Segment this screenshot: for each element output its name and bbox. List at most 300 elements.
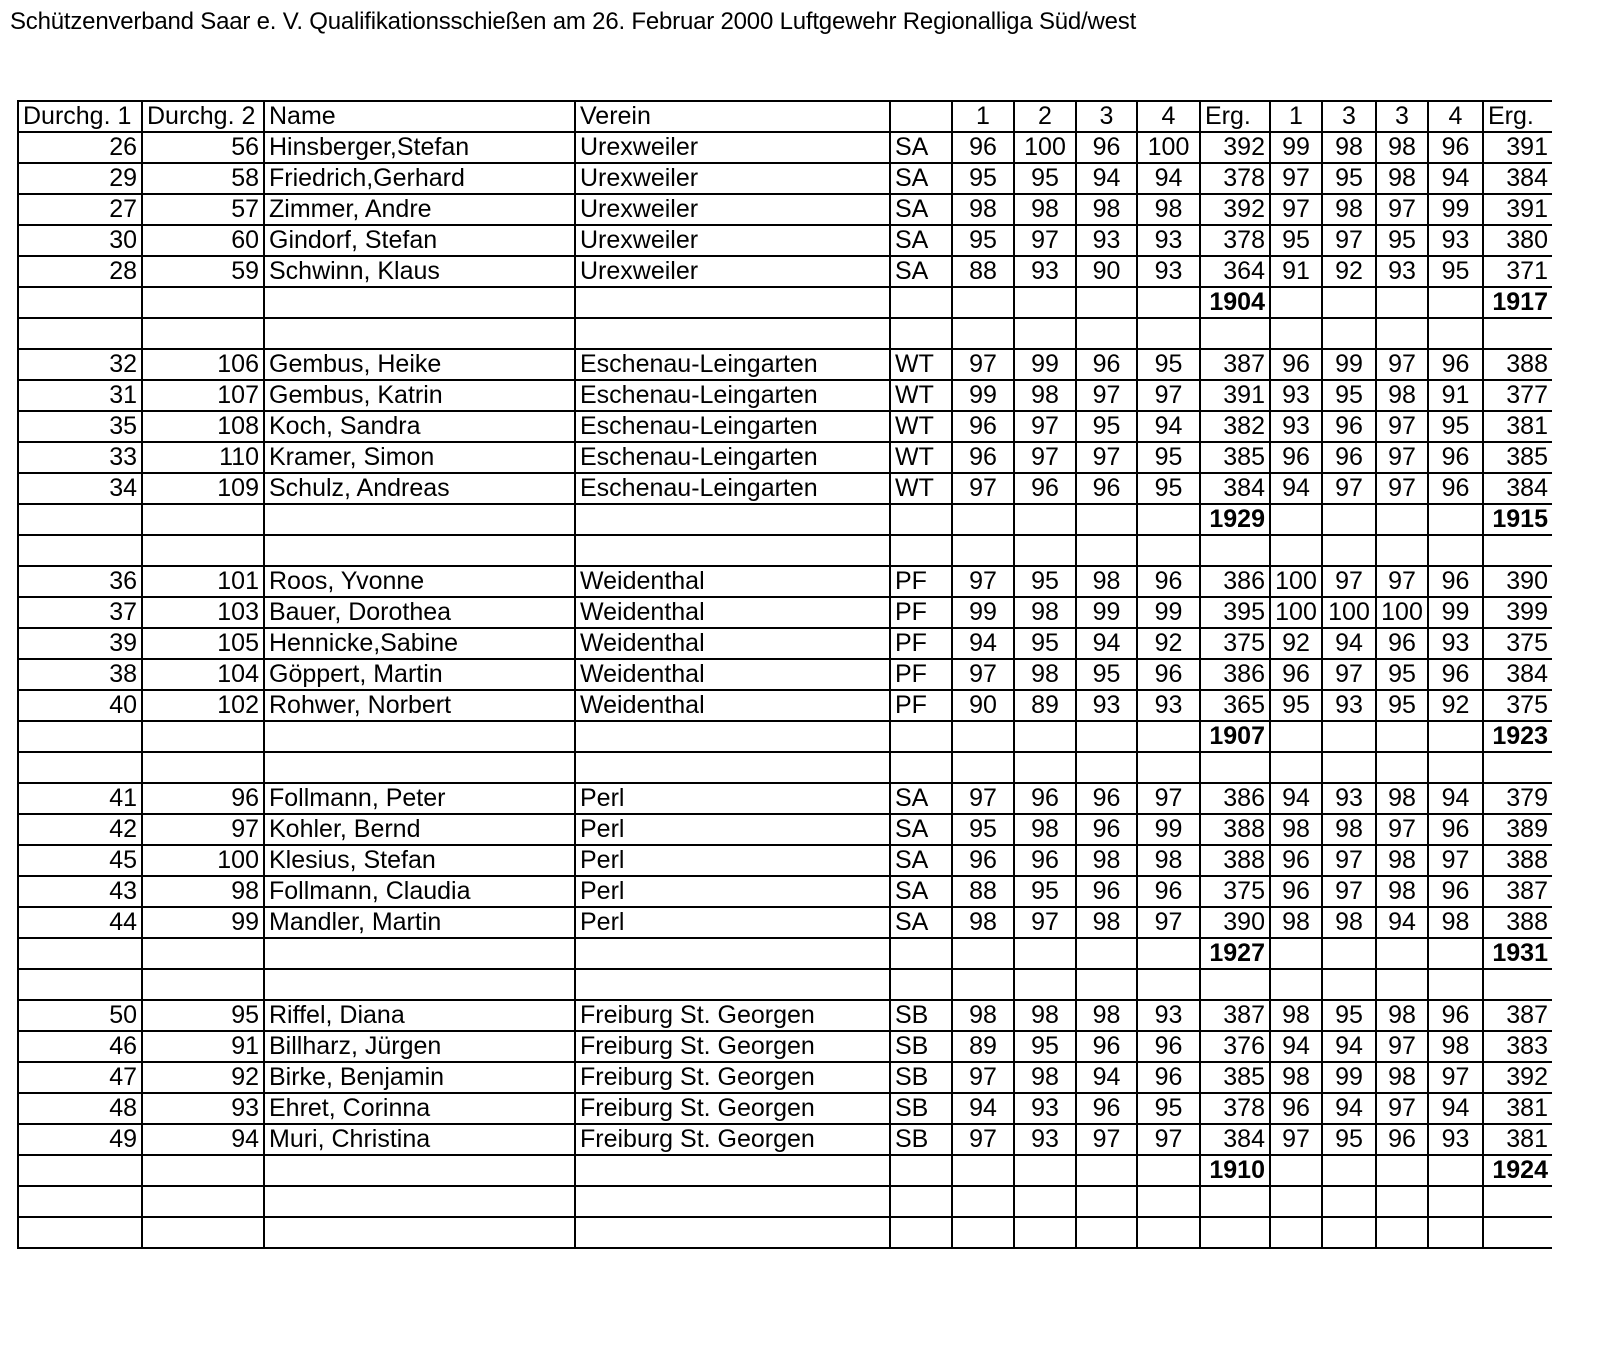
empty-cell: [952, 535, 1014, 566]
ergebnis-2-cell: 388: [1483, 907, 1552, 938]
serie-2-3-cell: 95: [1376, 659, 1428, 690]
serie-2-4-cell: 97: [1428, 1062, 1483, 1093]
serie-2-1-cell: 98: [1270, 814, 1322, 845]
verein-cell: Perl: [575, 876, 890, 907]
ergebnis-2-cell: 384: [1483, 473, 1552, 504]
ergebnis-1-cell: 375: [1200, 628, 1270, 659]
serie-1-3-cell: 96: [1076, 1031, 1137, 1062]
empty-cell: [18, 721, 142, 752]
durchgang-2-cell: 91: [142, 1031, 264, 1062]
column-header-serie-2-4: 4: [1428, 101, 1483, 132]
serie-2-1-cell: 94: [1270, 1031, 1322, 1062]
ergebnis-1-cell: 392: [1200, 194, 1270, 225]
serie-1-1-cell: 95: [952, 814, 1014, 845]
ergebnis-2-cell: 375: [1483, 690, 1552, 721]
empty-cell: [575, 504, 890, 535]
serie-1-1-cell: 97: [952, 566, 1014, 597]
verein-cell: Urexweiler: [575, 194, 890, 225]
verband-cell: SB: [890, 1031, 952, 1062]
verband-cell: SA: [890, 845, 952, 876]
serie-1-1-cell: 95: [952, 163, 1014, 194]
ergebnis-1-cell: 391: [1200, 380, 1270, 411]
empty-cell: [1428, 752, 1483, 783]
ergebnis-1-cell: 395: [1200, 597, 1270, 628]
empty-cell: [952, 1186, 1014, 1217]
empty-cell: [142, 287, 264, 318]
shooter-row: [18, 659, 1552, 690]
empty-cell: [890, 969, 952, 1000]
verband-cell: SA: [890, 194, 952, 225]
empty-cell: [952, 1155, 1014, 1186]
ergebnis-2-cell: 375: [1483, 628, 1552, 659]
column-header-durchgang-2: Durchg. 2: [142, 101, 264, 132]
empty-cell: [1483, 318, 1552, 349]
verband-cell: WT: [890, 411, 952, 442]
empty-cell: [142, 1217, 264, 1248]
serie-1-4-cell: 95: [1137, 473, 1200, 504]
durchgang-1-cell: 38: [18, 659, 142, 690]
durchgang-1-cell: 37: [18, 597, 142, 628]
column-header-name: Name: [264, 101, 575, 132]
serie-2-3-cell: 98: [1376, 1062, 1428, 1093]
serie-1-1-cell: 94: [952, 628, 1014, 659]
serie-2-1-cell: 96: [1270, 442, 1322, 473]
serie-2-4-cell: 92: [1428, 690, 1483, 721]
serie-2-2-cell: 96: [1322, 411, 1376, 442]
empty-cell: [1483, 1217, 1552, 1248]
serie-1-3-cell: 96: [1076, 132, 1137, 163]
empty-cell: [952, 504, 1014, 535]
durchgang-2-cell: 60: [142, 225, 264, 256]
empty-cell: [575, 969, 890, 1000]
durchgang-1-cell: 43: [18, 876, 142, 907]
serie-2-2-cell: 93: [1322, 690, 1376, 721]
empty-cell: [575, 1155, 890, 1186]
team-total-1: 1929: [1200, 504, 1270, 535]
serie-1-2-cell: 95: [1014, 876, 1076, 907]
serie-1-3-cell: 97: [1076, 1124, 1137, 1155]
empty-cell: [1270, 1217, 1322, 1248]
serie-2-4-cell: 94: [1428, 783, 1483, 814]
serie-1-3-cell: 94: [1076, 1062, 1137, 1093]
verband-cell: SA: [890, 783, 952, 814]
empty-cell: [1137, 1217, 1200, 1248]
empty-cell: [264, 318, 575, 349]
serie-1-2-cell: 95: [1014, 628, 1076, 659]
serie-1-4-cell: 96: [1137, 566, 1200, 597]
serie-2-4-cell: 94: [1428, 1093, 1483, 1124]
serie-2-3-cell: 97: [1376, 566, 1428, 597]
empty-cell: [1137, 721, 1200, 752]
serie-1-1-cell: 94: [952, 1093, 1014, 1124]
verband-cell: WT: [890, 473, 952, 504]
serie-1-4-cell: 94: [1137, 411, 1200, 442]
name-cell: Follmann, Peter: [264, 783, 575, 814]
serie-2-4-cell: 95: [1428, 256, 1483, 287]
empty-cell: [1322, 1155, 1376, 1186]
ergebnis-2-cell: 389: [1483, 814, 1552, 845]
name-cell: Schulz, Andreas: [264, 473, 575, 504]
empty-cell: [1076, 504, 1137, 535]
serie-2-1-cell: 97: [1270, 163, 1322, 194]
serie-1-4-cell: 94: [1137, 163, 1200, 194]
serie-1-2-cell: 97: [1014, 411, 1076, 442]
durchgang-1-cell: 48: [18, 1093, 142, 1124]
serie-2-1-cell: 92: [1270, 628, 1322, 659]
spacer-row: [18, 318, 1552, 349]
empty-cell: [1322, 752, 1376, 783]
serie-2-3-cell: 95: [1376, 690, 1428, 721]
serie-1-2-cell: 96: [1014, 473, 1076, 504]
serie-1-1-cell: 96: [952, 411, 1014, 442]
column-header-durchgang-1: Durchg. 1: [18, 101, 142, 132]
serie-2-4-cell: 96: [1428, 132, 1483, 163]
serie-2-3-cell: 97: [1376, 1031, 1428, 1062]
verband-cell: SB: [890, 1093, 952, 1124]
spacer-row: [18, 1186, 1552, 1217]
durchgang-1-cell: 42: [18, 814, 142, 845]
ergebnis-1-cell: 392: [1200, 132, 1270, 163]
empty-cell: [18, 752, 142, 783]
name-cell: Klesius, Stefan: [264, 845, 575, 876]
empty-cell: [1014, 318, 1076, 349]
team-total-row: [18, 1155, 1552, 1186]
serie-1-4-cell: 93: [1137, 690, 1200, 721]
verein-cell: Perl: [575, 907, 890, 938]
empty-cell: [575, 318, 890, 349]
serie-1-4-cell: 95: [1137, 442, 1200, 473]
durchgang-2-cell: 98: [142, 876, 264, 907]
serie-2-1-cell: 94: [1270, 473, 1322, 504]
verband-cell: PF: [890, 659, 952, 690]
empty-cell: [1200, 1186, 1270, 1217]
serie-1-2-cell: 97: [1014, 442, 1076, 473]
shooter-row: [18, 411, 1552, 442]
verein-cell: Eschenau-Leingarten: [575, 411, 890, 442]
team-total-1: 1907: [1200, 721, 1270, 752]
serie-1-2-cell: 98: [1014, 380, 1076, 411]
name-cell: Kohler, Bernd: [264, 814, 575, 845]
serie-2-3-cell: 96: [1376, 628, 1428, 659]
empty-cell: [952, 969, 1014, 1000]
empty-cell: [890, 1186, 952, 1217]
empty-cell: [1322, 318, 1376, 349]
verein-cell: Weidenthal: [575, 628, 890, 659]
results-table: [17, 100, 1552, 1249]
verband-cell: SA: [890, 907, 952, 938]
shooter-row: [18, 132, 1552, 163]
empty-cell: [1483, 969, 1552, 1000]
column-header-serie-1-3: 3: [1076, 101, 1137, 132]
empty-cell: [142, 969, 264, 1000]
serie-1-1-cell: 97: [952, 349, 1014, 380]
verein-cell: Perl: [575, 814, 890, 845]
shooter-row: [18, 256, 1552, 287]
column-header-ergebnis-2: Erg.: [1483, 101, 1552, 132]
name-cell: Hinsberger,Stefan: [264, 132, 575, 163]
serie-2-2-cell: 99: [1322, 1062, 1376, 1093]
serie-2-2-cell: 97: [1322, 473, 1376, 504]
serie-1-4-cell: 93: [1137, 1000, 1200, 1031]
empty-cell: [890, 318, 952, 349]
ergebnis-2-cell: 381: [1483, 1093, 1552, 1124]
verein-cell: Perl: [575, 845, 890, 876]
serie-2-4-cell: 96: [1428, 442, 1483, 473]
serie-1-3-cell: 97: [1076, 442, 1137, 473]
empty-cell: [1376, 969, 1428, 1000]
durchgang-2-cell: 96: [142, 783, 264, 814]
serie-2-1-cell: 100: [1270, 566, 1322, 597]
empty-cell: [1483, 535, 1552, 566]
empty-cell: [1376, 938, 1428, 969]
durchgang-1-cell: 39: [18, 628, 142, 659]
serie-1-2-cell: 96: [1014, 845, 1076, 876]
durchgang-2-cell: 106: [142, 349, 264, 380]
verband-cell: SA: [890, 225, 952, 256]
serie-2-1-cell: 98: [1270, 1000, 1322, 1031]
empty-cell: [1137, 752, 1200, 783]
ergebnis-2-cell: 381: [1483, 411, 1552, 442]
ergebnis-1-cell: 386: [1200, 566, 1270, 597]
serie-2-2-cell: 95: [1322, 1124, 1376, 1155]
serie-2-4-cell: 98: [1428, 1031, 1483, 1062]
empty-cell: [1076, 1217, 1137, 1248]
empty-cell: [952, 287, 1014, 318]
ergebnis-1-cell: 382: [1200, 411, 1270, 442]
empty-cell: [1014, 504, 1076, 535]
ergebnis-1-cell: 384: [1200, 1124, 1270, 1155]
serie-2-1-cell: 93: [1270, 380, 1322, 411]
spacer-row: [18, 752, 1552, 783]
team-total-1: 1904: [1200, 287, 1270, 318]
verein-cell: Freiburg St. Georgen: [575, 1093, 890, 1124]
ergebnis-1-cell: 386: [1200, 659, 1270, 690]
empty-cell: [1428, 721, 1483, 752]
empty-cell: [575, 535, 890, 566]
empty-cell: [264, 721, 575, 752]
serie-1-1-cell: 97: [952, 783, 1014, 814]
durchgang-1-cell: 30: [18, 225, 142, 256]
ergebnis-2-cell: 387: [1483, 1000, 1552, 1031]
empty-cell: [18, 504, 142, 535]
serie-2-2-cell: 93: [1322, 783, 1376, 814]
durchgang-1-cell: 35: [18, 411, 142, 442]
empty-cell: [890, 752, 952, 783]
durchgang-1-cell: 44: [18, 907, 142, 938]
team-total-2: 1917: [1483, 287, 1552, 318]
empty-cell: [1076, 287, 1137, 318]
durchgang-2-cell: 105: [142, 628, 264, 659]
verband-cell: SA: [890, 163, 952, 194]
empty-cell: [1483, 1186, 1552, 1217]
empty-cell: [264, 1186, 575, 1217]
verein-cell: Weidenthal: [575, 566, 890, 597]
empty-cell: [1076, 318, 1137, 349]
name-cell: Kramer, Simon: [264, 442, 575, 473]
shooter-row: [18, 597, 1552, 628]
shooter-row: [18, 1031, 1552, 1062]
serie-2-3-cell: 96: [1376, 1124, 1428, 1155]
serie-1-2-cell: 98: [1014, 814, 1076, 845]
durchgang-1-cell: 34: [18, 473, 142, 504]
serie-2-1-cell: 94: [1270, 783, 1322, 814]
verein-cell: Weidenthal: [575, 659, 890, 690]
serie-1-2-cell: 95: [1014, 1031, 1076, 1062]
serie-2-2-cell: 95: [1322, 1000, 1376, 1031]
empty-cell: [142, 318, 264, 349]
serie-2-1-cell: 96: [1270, 845, 1322, 876]
durchgang-2-cell: 92: [142, 1062, 264, 1093]
serie-1-4-cell: 92: [1137, 628, 1200, 659]
verband-cell: PF: [890, 628, 952, 659]
empty-cell: [890, 721, 952, 752]
column-header-serie-1-2: 2: [1014, 101, 1076, 132]
ergebnis-1-cell: 376: [1200, 1031, 1270, 1062]
serie-2-4-cell: 96: [1428, 659, 1483, 690]
header-row: [18, 101, 1552, 132]
serie-2-2-cell: 97: [1322, 566, 1376, 597]
name-cell: Gindorf, Stefan: [264, 225, 575, 256]
column-header-ergebnis-1: Erg.: [1200, 101, 1270, 132]
serie-1-4-cell: 96: [1137, 1062, 1200, 1093]
serie-2-2-cell: 94: [1322, 1093, 1376, 1124]
name-cell: Koch, Sandra: [264, 411, 575, 442]
empty-cell: [1322, 287, 1376, 318]
empty-cell: [890, 504, 952, 535]
serie-1-4-cell: 99: [1137, 597, 1200, 628]
empty-cell: [1376, 504, 1428, 535]
empty-cell: [142, 504, 264, 535]
empty-cell: [1076, 938, 1137, 969]
serie-2-3-cell: 93: [1376, 256, 1428, 287]
serie-1-4-cell: 97: [1137, 1124, 1200, 1155]
empty-cell: [1014, 1217, 1076, 1248]
durchgang-1-cell: 41: [18, 783, 142, 814]
column-header-verein: Verein: [575, 101, 890, 132]
durchgang-1-cell: 46: [18, 1031, 142, 1062]
shooter-row: [18, 907, 1552, 938]
empty-cell: [1137, 969, 1200, 1000]
serie-2-3-cell: 98: [1376, 132, 1428, 163]
serie-1-3-cell: 98: [1076, 907, 1137, 938]
serie-2-1-cell: 96: [1270, 876, 1322, 907]
durchgang-1-cell: 28: [18, 256, 142, 287]
serie-1-3-cell: 98: [1076, 845, 1137, 876]
name-cell: Zimmer, Andre: [264, 194, 575, 225]
serie-1-3-cell: 98: [1076, 566, 1137, 597]
serie-1-4-cell: 99: [1137, 814, 1200, 845]
serie-2-1-cell: 96: [1270, 659, 1322, 690]
ergebnis-1-cell: 385: [1200, 1062, 1270, 1093]
name-cell: Friedrich,Gerhard: [264, 163, 575, 194]
ergebnis-1-cell: 364: [1200, 256, 1270, 287]
name-cell: Göppert, Martin: [264, 659, 575, 690]
empty-cell: [952, 938, 1014, 969]
empty-cell: [1322, 535, 1376, 566]
durchgang-1-cell: 49: [18, 1124, 142, 1155]
serie-2-1-cell: 95: [1270, 690, 1322, 721]
empty-cell: [1428, 318, 1483, 349]
column-header-serie-1-1: 1: [952, 101, 1014, 132]
serie-1-1-cell: 90: [952, 690, 1014, 721]
empty-cell: [1270, 535, 1322, 566]
serie-2-4-cell: 96: [1428, 814, 1483, 845]
serie-2-2-cell: 96: [1322, 442, 1376, 473]
column-header-verband: [890, 101, 952, 132]
empty-cell: [18, 1155, 142, 1186]
serie-2-4-cell: 97: [1428, 845, 1483, 876]
empty-cell: [264, 752, 575, 783]
ergebnis-2-cell: 384: [1483, 163, 1552, 194]
serie-1-3-cell: 90: [1076, 256, 1137, 287]
serie-1-1-cell: 96: [952, 132, 1014, 163]
empty-cell: [1014, 969, 1076, 1000]
serie-2-3-cell: 97: [1376, 194, 1428, 225]
name-cell: Ehret, Corinna: [264, 1093, 575, 1124]
ergebnis-1-cell: 384: [1200, 473, 1270, 504]
durchgang-1-cell: 47: [18, 1062, 142, 1093]
serie-2-2-cell: 98: [1322, 194, 1376, 225]
empty-cell: [1376, 535, 1428, 566]
empty-cell: [142, 938, 264, 969]
serie-2-2-cell: 100: [1322, 597, 1376, 628]
serie-2-4-cell: 94: [1428, 163, 1483, 194]
serie-1-4-cell: 93: [1137, 225, 1200, 256]
serie-2-1-cell: 91: [1270, 256, 1322, 287]
empty-cell: [952, 318, 1014, 349]
verband-cell: PF: [890, 566, 952, 597]
verein-cell: Perl: [575, 783, 890, 814]
durchgang-2-cell: 109: [142, 473, 264, 504]
ergebnis-2-cell: 391: [1483, 194, 1552, 225]
ergebnis-1-cell: 378: [1200, 225, 1270, 256]
ergebnis-2-cell: 381: [1483, 1124, 1552, 1155]
verband-cell: WT: [890, 442, 952, 473]
durchgang-2-cell: 107: [142, 380, 264, 411]
verein-cell: Freiburg St. Georgen: [575, 1124, 890, 1155]
verband-cell: SA: [890, 814, 952, 845]
serie-1-4-cell: 93: [1137, 256, 1200, 287]
ergebnis-2-cell: 391: [1483, 132, 1552, 163]
serie-2-4-cell: 96: [1428, 1000, 1483, 1031]
empty-cell: [575, 752, 890, 783]
empty-cell: [1076, 721, 1137, 752]
serie-2-3-cell: 97: [1376, 442, 1428, 473]
ergebnis-1-cell: 388: [1200, 814, 1270, 845]
empty-cell: [142, 721, 264, 752]
serie-2-1-cell: 97: [1270, 1124, 1322, 1155]
durchgang-2-cell: 57: [142, 194, 264, 225]
name-cell: Rohwer, Norbert: [264, 690, 575, 721]
empty-cell: [1270, 318, 1322, 349]
shooter-row: [18, 349, 1552, 380]
empty-cell: [1200, 752, 1270, 783]
serie-2-2-cell: 94: [1322, 628, 1376, 659]
empty-cell: [1428, 1186, 1483, 1217]
empty-cell: [1137, 287, 1200, 318]
serie-1-1-cell: 88: [952, 876, 1014, 907]
serie-1-2-cell: 98: [1014, 1000, 1076, 1031]
ergebnis-2-cell: 388: [1483, 845, 1552, 876]
serie-2-4-cell: 95: [1428, 411, 1483, 442]
verein-cell: Freiburg St. Georgen: [575, 1000, 890, 1031]
serie-2-3-cell: 95: [1376, 225, 1428, 256]
team-total-row: [18, 287, 1552, 318]
serie-1-2-cell: 93: [1014, 1093, 1076, 1124]
durchgang-2-cell: 99: [142, 907, 264, 938]
empty-cell: [264, 535, 575, 566]
serie-1-4-cell: 98: [1137, 194, 1200, 225]
